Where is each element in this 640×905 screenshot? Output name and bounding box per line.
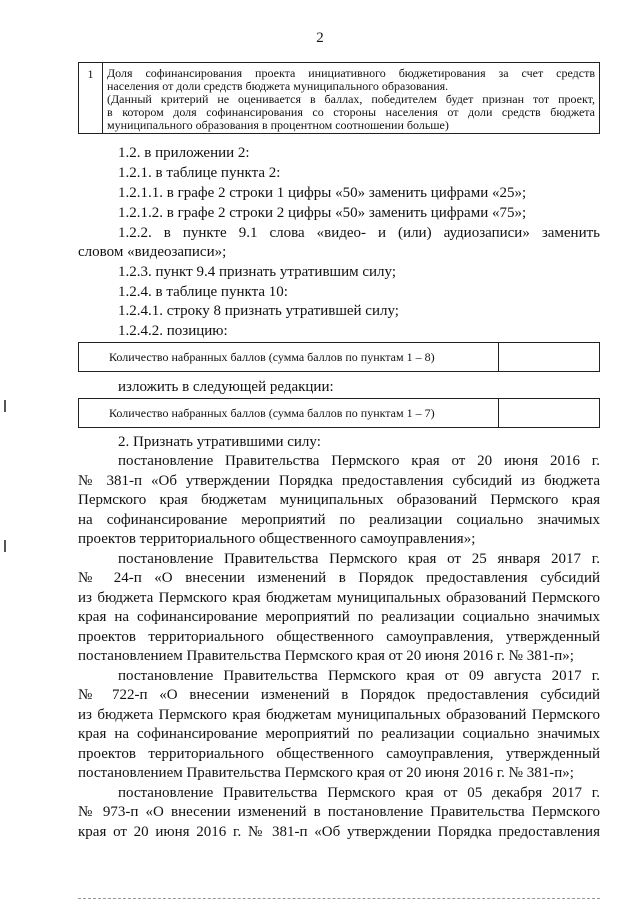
item-1-2-4-2: 1.2.4.2. позицию:	[118, 323, 228, 339]
para3-line: № 722-п «О внесении изменений в Порядок предоставления субсидий	[78, 687, 600, 703]
old-row-text: Количество набранных баллов (сумма баллов по пунктам 1 – 8)	[79, 343, 499, 371]
para3-line: из бюджета Пермского края бюджетам муниципальных образований Пермского	[78, 707, 600, 723]
para3-line: края на софинансирование мероприятий по реализации социально значимых	[78, 726, 600, 742]
item-1-2-2: 1.2.2. в пункте 9.1 слова «видео- и (или) аудиозаписи» заменить	[118, 225, 600, 241]
item-1-2-4: 1.2.4. в таблице пункта 10:	[118, 284, 288, 300]
item-1-2: 1.2. в приложении 2:	[118, 145, 250, 161]
para3-line: постановлением Правительства Пермского края от 20 июня 2016 г. № 381-п»;	[78, 765, 574, 781]
para1-line: на софинансирование мероприятий по реализации социально значимых	[78, 512, 600, 528]
new-row-table	[78, 398, 600, 428]
para4-line: края от 20 июня 2016 г. № 381-п «Об утверждении Порядка предоставления	[78, 824, 600, 840]
item-1-2-1: 1.2.1. в таблице пункта 2:	[118, 165, 281, 181]
criteria-line: Доля софинансирования проекта инициативного бюджетирования за счет средств	[107, 66, 595, 80]
para4-line: постановление Правительства Пермского края от 05 декабря 2017 г.	[118, 785, 600, 801]
item-1-2-1-2: 1.2.1.2. в графе 2 строки 2 цифры «50» заменить цифрами «75»;	[118, 205, 527, 221]
item-1-2-4-1: 1.2.4.1. строку 8 признать утратившей силу;	[118, 303, 399, 319]
criteria-row-number: 1	[79, 63, 103, 133]
scan-bottom-rule	[78, 898, 600, 899]
item-1-2-2-cont: словом «видеозаписи»;	[78, 244, 227, 260]
para2-line: постановление Правительства Пермского края от 25 января 2017 г.	[118, 551, 600, 567]
criteria-line: в котором доля софинансирования со стороны населения от доли средств бюджета	[107, 105, 595, 119]
para3-line: проектов территориального общественного самоуправления, утвержденный	[78, 746, 600, 762]
criteria-table	[78, 62, 600, 134]
item-1-2-3: 1.2.3. пункт 9.4 признать утратившим силу;	[118, 264, 397, 280]
para2-line: № 24-п «О внесении изменений в Порядок предоставления субсидий	[78, 570, 600, 586]
new-row-empty-cell	[499, 399, 599, 427]
scan-margin-mark	[4, 400, 6, 412]
restate-text: изложить в следующей редакции:	[118, 379, 334, 395]
page-number: 2	[316, 30, 324, 46]
para4-line: № 973-п «О внесении изменений в постановление Правительства Пермского	[78, 804, 600, 820]
scan-margin-mark	[4, 540, 6, 552]
new-row-text: Количество набранных баллов (сумма баллов по пунктам 1 – 7)	[79, 399, 499, 427]
old-row-table	[78, 342, 600, 372]
para2-line: проектов территориального общественного самоуправления, утвержденный	[78, 629, 600, 645]
criteria-line: населения от доли средств бюджета муниципального образования.	[107, 79, 449, 93]
para2-line: края на софинансирование мероприятий по реализации социально значимых	[78, 609, 600, 625]
para2-line: из бюджета Пермского края бюджетам муниципальных образований Пермского	[78, 590, 600, 606]
old-row-empty-cell	[499, 343, 599, 371]
para1-line: проектов территориального общественного самоуправления»;	[78, 531, 476, 547]
para1-line: Пермского края бюджетам муниципальных образований Пермского края	[78, 492, 600, 508]
para3-line: постановление Правительства Пермского края от 09 августа 2017 г.	[118, 668, 600, 684]
criteria-line: муниципального образования в процентном соотношении больше)	[107, 118, 449, 132]
criteria-description	[103, 63, 599, 133]
section-2-title: 2. Признать утратившими силу:	[118, 434, 321, 450]
para2-line: постановлением Правительства Пермского края от 20 июня 2016 г. № 381-п»;	[78, 648, 574, 664]
para1-line: № 381-п «Об утверждении Порядка предоставления субсидий из бюджета	[78, 473, 600, 489]
item-1-2-1-1: 1.2.1.1. в графе 2 строки 1 цифры «50» заменить цифрами «25»;	[118, 185, 527, 201]
para1-line: постановление Правительства Пермского края от 20 июня 2016 г.	[118, 453, 600, 469]
criteria-line: (Данный критерий не оценивается в баллах, победителем будет признан тот проект,	[107, 92, 595, 106]
